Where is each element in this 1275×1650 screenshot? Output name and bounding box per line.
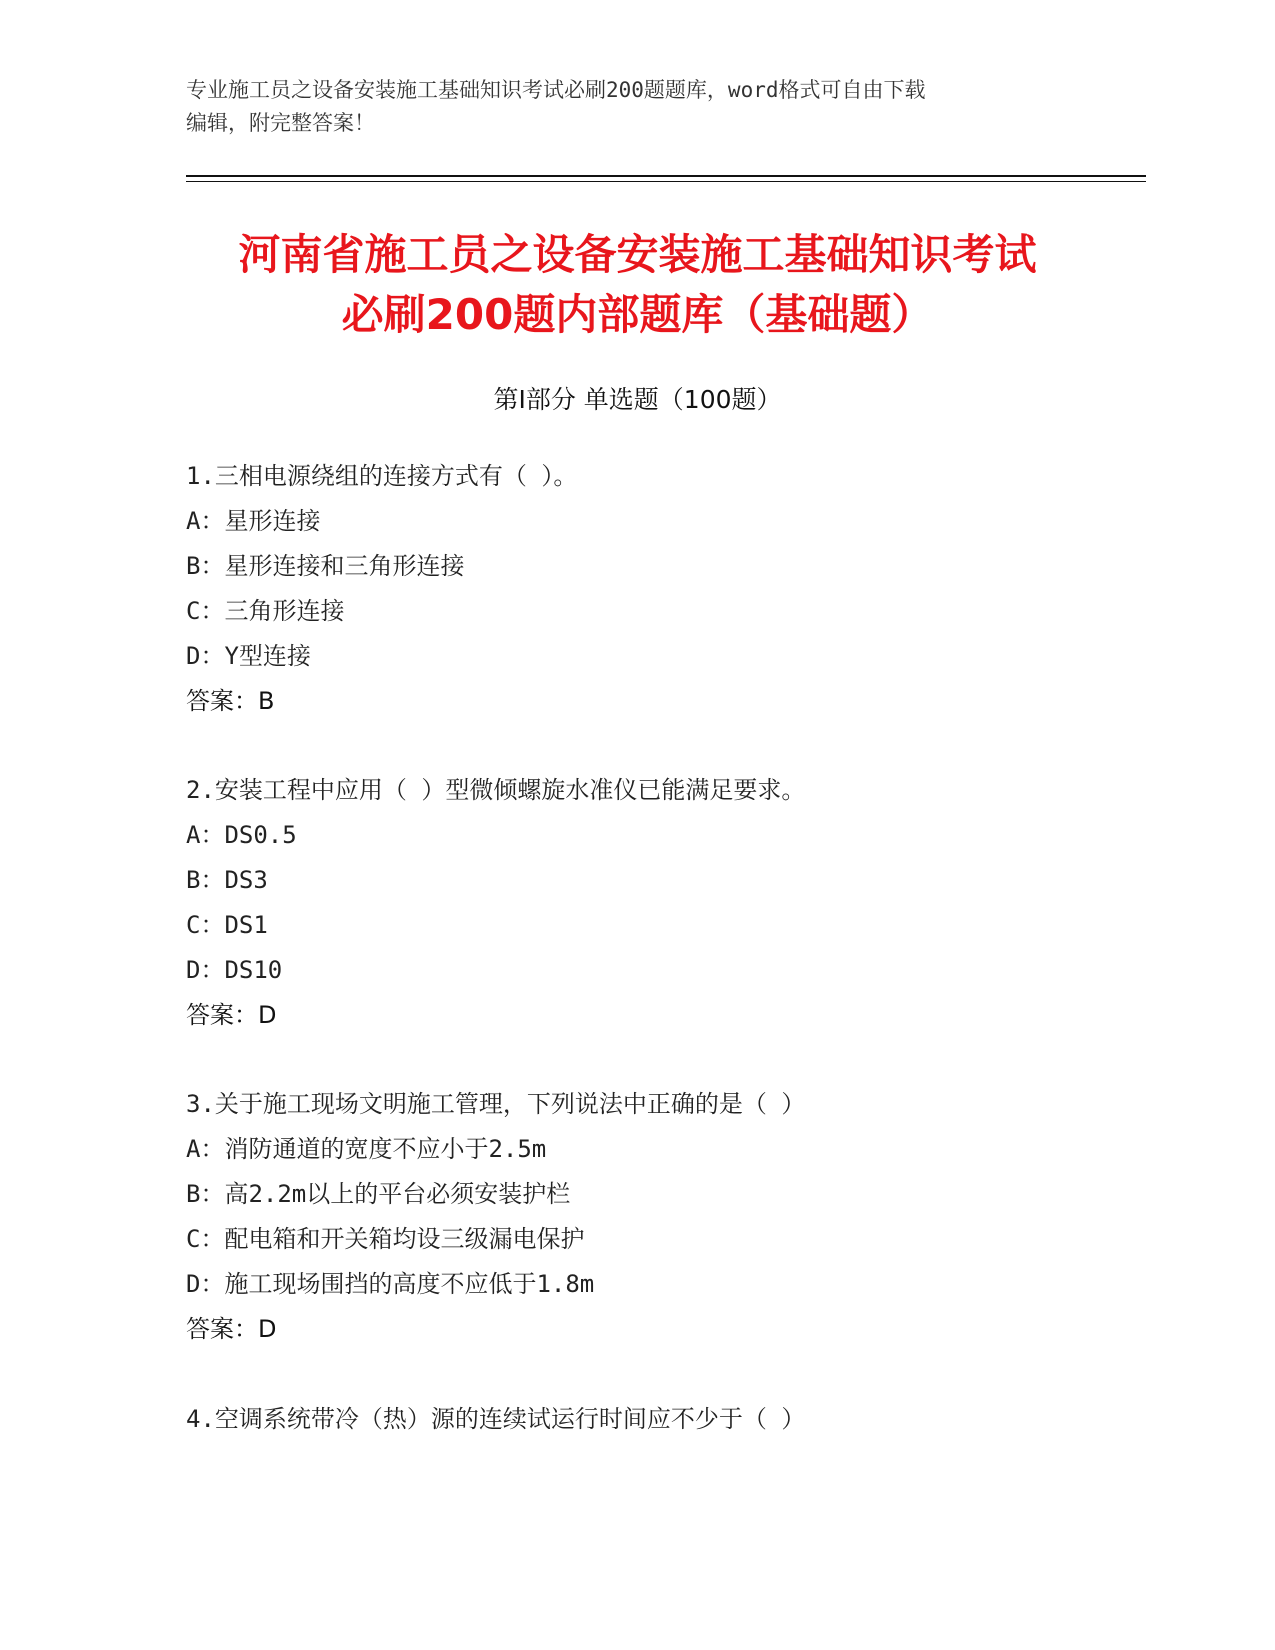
- document-title-line1: 河南省施工员之设备安装施工基础知识考试: [238, 230, 1037, 279]
- header-note-line1: 专业施工员之设备安装施工基础知识考试必刷200题题库，word格式可自由下载: [186, 78, 926, 102]
- question-stem: 1.三相电源绕组的连接方式有（ ）。: [186, 462, 578, 490]
- question-stem: 2.安装工程中应用（ ）型微倾螺旋水准仪已能满足要求。: [186, 776, 806, 804]
- header-divider-thick: [186, 175, 1146, 177]
- header-divider-thin: [186, 181, 1146, 182]
- answer: 答案：D: [186, 1001, 277, 1029]
- option-c: C：配电箱和开关箱均设三级漏电保护: [186, 1225, 585, 1253]
- option-d: D：Y型连接: [186, 642, 311, 670]
- option-d: D：DS10: [186, 956, 283, 984]
- header-note-line2: 编辑，附完整答案！: [186, 111, 375, 135]
- option-b: B：星形连接和三角形连接: [186, 552, 465, 580]
- option-a: A：DS0.5: [186, 821, 297, 849]
- answer: 答案：B: [186, 687, 275, 715]
- option-c: C：DS1: [186, 911, 268, 939]
- question-4: [186, 1397, 1126, 1442]
- question-1: [186, 454, 1126, 724]
- option-a: A：星形连接: [186, 507, 321, 535]
- option-a: A：消防通道的宽度不应小于2.5m: [186, 1135, 547, 1163]
- question-3: [186, 1082, 1126, 1352]
- option-d: D：施工现场围挡的高度不应低于1.8m: [186, 1270, 595, 1298]
- answer: 答案：D: [186, 1315, 277, 1343]
- question-2: [186, 768, 1126, 1038]
- option-c: C：三角形连接: [186, 597, 345, 625]
- question-stem: 3.关于施工现场文明施工管理，下列说法中正确的是（ ）: [186, 1090, 806, 1118]
- option-b: B：高2.2m以上的平台必须安装护栏: [186, 1180, 571, 1208]
- section-heading: 第Ⅰ部分 单选题（100题）: [493, 385, 782, 414]
- question-stem: 4.空调系统带冷（热）源的连续试运行时间应不少于（ ）: [186, 1405, 806, 1433]
- document-title: [0, 225, 1275, 345]
- header-note: [186, 74, 1086, 140]
- document-title-line2: 必刷200题内部题库（基础题）: [341, 290, 934, 339]
- option-b: B：DS3: [186, 866, 268, 894]
